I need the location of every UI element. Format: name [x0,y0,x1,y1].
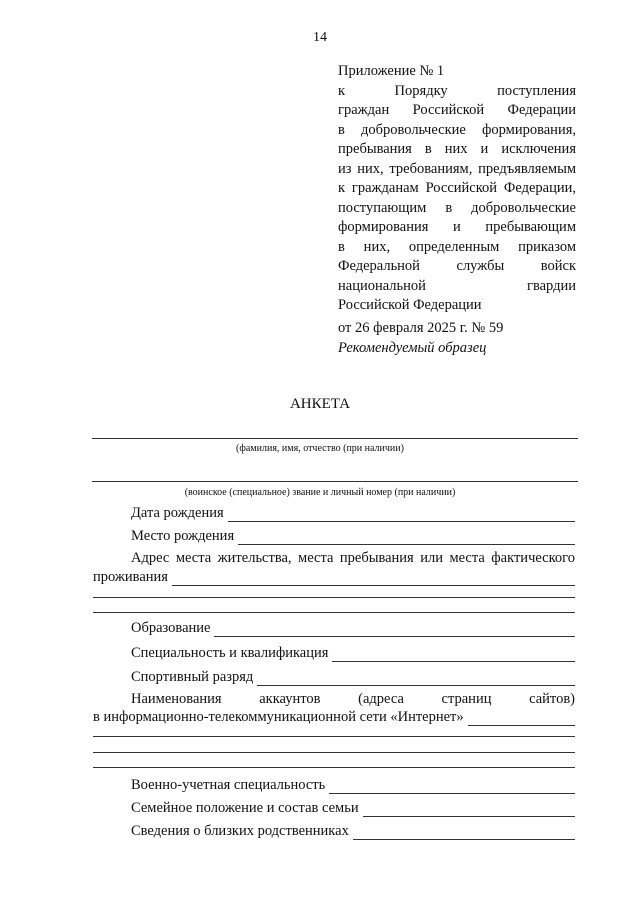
family-field[interactable] [363,802,575,817]
fio-line[interactable] [92,438,578,439]
accounts-extra-line[interactable] [93,736,575,737]
accounts-row [93,708,575,726]
appendix-line: из них, требованиям, предъявляемым [338,160,576,177]
military-specialty-row [131,776,575,794]
specialty-row [131,644,575,662]
appendix-line: пребывания в них и исключения [338,141,576,157]
education-label: Образование [131,620,211,636]
relatives-label: Сведения о близких родственниках [131,823,349,839]
education-field[interactable] [214,622,575,637]
birth-date-label: Дата рождения [131,505,224,521]
appendix-line: к гражданам Российской Федерации, [338,180,576,196]
sample-label: Рекомендуемый образец [338,340,487,356]
appendix-line: Приложение № 1 [338,63,445,79]
specialty-label: Специальность и квалификация [131,645,329,661]
education-row [131,619,575,637]
birth-place-field[interactable] [238,530,575,545]
appendix-line: национальной гвардии [338,277,576,294]
appendix-line: формирования и пребывающим [338,219,576,235]
birth-date-field[interactable] [228,507,575,522]
rank-line[interactable] [92,481,578,482]
birth-place-label: Место рождения [131,528,235,544]
address-extra-line[interactable] [93,612,575,613]
family-label: Семейное положение и состав семьи [131,800,359,816]
accounts-extra-line[interactable] [93,767,575,768]
address-label-line2: проживания [93,569,168,585]
rank-caption: (воинское (специальное) звание и личный номер (при наличии) [184,487,456,498]
accounts-label-line2: в информационно-телекоммуникационной сети «Интернет» [93,709,464,725]
family-row [131,799,575,817]
appendix-line: граждан Российской Федерации [338,102,576,118]
page-number: 14 [313,30,327,45]
appendix-date: от 26 февраля 2025 г. № 59 [338,319,504,336]
accounts-field[interactable] [468,711,575,726]
sport-rank-row [131,668,575,686]
sport-rank-field[interactable] [257,671,575,686]
accounts-extra-line[interactable] [93,752,575,753]
birth-place-row [131,527,575,545]
address-field[interactable] [172,571,575,586]
form-title: АНКЕТА [289,396,351,412]
appendix-line: Федеральной службы войск [338,258,576,274]
military-specialty-label: Военно-учетная специальность [131,777,326,793]
relatives-field[interactable] [353,825,575,840]
appendix-line: к Порядку поступления [338,82,576,99]
appendix-line: поступающим в добровольческие [338,199,576,216]
birth-date-row [131,504,575,522]
appendix-line: Российской Федерации [338,297,482,313]
appendix-line: в них, определенным приказом [338,238,576,255]
sport-rank-label: Спортивный разряд [131,669,254,685]
accounts-label-line1: Наименования аккаунтов (адреса страниц сайтов) [131,691,575,707]
appendix-block [338,62,576,338]
address-label-line1: Адрес места жительства, места пребывания или места фактического [131,550,575,566]
address-row [93,568,575,586]
address-extra-line[interactable] [93,597,575,598]
fio-caption: (фамилия, имя, отчество (при наличии) [236,443,404,454]
appendix-line: в добровольческие формирования, [338,121,576,138]
military-specialty-field[interactable] [329,779,575,794]
relatives-row [131,822,575,840]
specialty-field[interactable] [332,647,575,662]
